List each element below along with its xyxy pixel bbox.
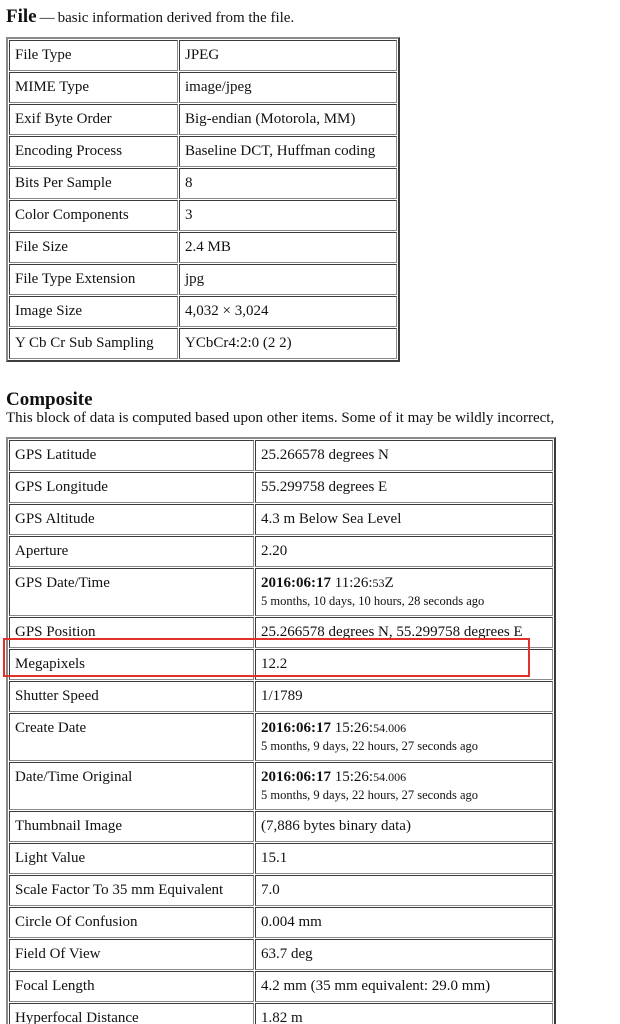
row-value: 8 <box>179 168 397 199</box>
row-key: Encoding Process <box>9 136 178 167</box>
relative-time: 5 months, 9 days, 22 hours, 27 seconds ago <box>261 739 478 753</box>
composite-section-description: This block of data is computed based upon other items. Some of it may be wildly incorrect, <box>6 410 555 426</box>
row-value: 3 <box>179 200 397 231</box>
row-key: GPS Date/Time <box>9 568 254 616</box>
relative-time: 5 months, 9 days, 22 hours, 27 seconds ago <box>261 788 478 802</box>
file-info-table <box>6 37 400 362</box>
table-row <box>9 328 397 359</box>
table-row <box>9 264 397 295</box>
file-section-title: File <box>6 6 37 27</box>
composite-info-table <box>6 437 556 1024</box>
table-row <box>9 536 553 567</box>
time-suffix: Z <box>384 575 394 591</box>
row-value: JPEG <box>179 40 397 71</box>
table-row <box>9 296 397 327</box>
row-value: 2.4 MB <box>179 232 397 263</box>
table-row <box>9 504 553 535</box>
row-value: 7.0 <box>255 875 553 906</box>
date-part: 2016:06:17 <box>261 720 331 736</box>
table-row <box>9 843 553 874</box>
table-row <box>9 232 397 263</box>
table-row <box>9 681 553 712</box>
date-part: 2016:06:17 <box>261 575 331 591</box>
row-key: Circle Of Confusion <box>9 907 254 938</box>
row-key: GPS Position <box>9 617 254 648</box>
table-row <box>9 200 397 231</box>
row-key: Thumbnail Image <box>9 811 254 842</box>
table-row <box>9 713 553 761</box>
table-row <box>9 907 553 938</box>
row-value-datetime <box>255 762 553 810</box>
row-key: Y Cb Cr Sub Sampling <box>9 328 178 359</box>
row-value: 15.1 <box>255 843 553 874</box>
table-row <box>9 568 553 616</box>
seconds-part: 53 <box>372 576 385 590</box>
table-row <box>9 72 397 103</box>
row-value: 25.266578 degrees N <box>255 440 553 471</box>
table-row-highlighted <box>9 649 553 680</box>
table-row <box>9 472 553 503</box>
row-key: Megapixels <box>9 649 254 680</box>
composite-section-title: Composite <box>6 389 93 410</box>
file-section-description: basic information derived from the file. <box>57 10 295 26</box>
row-key: Color Components <box>9 200 178 231</box>
row-value: jpg <box>179 264 397 295</box>
row-key: Create Date <box>9 713 254 761</box>
row-value: Big-endian (Motorola, MM) <box>179 104 397 135</box>
row-value: 1/1789 <box>255 681 553 712</box>
row-key: Bits Per Sample <box>9 168 178 199</box>
row-key: File Size <box>9 232 178 263</box>
time-part: 11:26: <box>334 575 373 591</box>
row-key: Scale Factor To 35 mm Equivalent <box>9 875 254 906</box>
table-row <box>9 971 553 1002</box>
row-key: Focal Length <box>9 971 254 1002</box>
table-row <box>9 762 553 810</box>
row-value: 4.3 m Below Sea Level <box>255 504 553 535</box>
row-value: 25.266578 degrees N, 55.299758 degrees E <box>255 617 553 648</box>
table-row <box>9 939 553 970</box>
table-row <box>9 40 397 71</box>
table-row <box>9 875 553 906</box>
seconds-part: 54.006 <box>373 721 407 735</box>
table-row <box>9 440 553 471</box>
seconds-part: 54.006 <box>373 770 407 784</box>
file-section-heading <box>6 6 294 29</box>
row-value: image/jpeg <box>179 72 397 103</box>
row-key: MIME Type <box>9 72 178 103</box>
table-row <box>9 136 397 167</box>
row-key: GPS Latitude <box>9 440 254 471</box>
table-row <box>9 104 397 135</box>
row-key: Shutter Speed <box>9 681 254 712</box>
row-value: 12.2 <box>255 649 553 680</box>
table-row <box>9 1003 553 1024</box>
row-key: Hyperfocal Distance <box>9 1003 254 1024</box>
row-value: 4,032 × 3,024 <box>179 296 397 327</box>
row-value: 2.20 <box>255 536 553 567</box>
row-value: 0.004 mm <box>255 907 553 938</box>
row-key: Date/Time Original <box>9 762 254 810</box>
row-key: File Type <box>9 40 178 71</box>
time-part: 15:26: <box>334 769 374 785</box>
row-key: Image Size <box>9 296 178 327</box>
row-value: Baseline DCT, Huffman coding <box>179 136 397 167</box>
row-key: Aperture <box>9 536 254 567</box>
title-separator: — <box>39 10 55 26</box>
table-row <box>9 811 553 842</box>
row-key: Light Value <box>9 843 254 874</box>
row-key: Exif Byte Order <box>9 104 178 135</box>
row-value: 1.82 m <box>255 1003 553 1024</box>
row-value-datetime <box>255 568 553 616</box>
row-value: 4.2 mm (35 mm equivalent: 29.0 mm) <box>255 971 553 1002</box>
relative-time: 5 months, 10 days, 10 hours, 28 seconds ago <box>261 594 485 608</box>
row-key: File Type Extension <box>9 264 178 295</box>
date-part: 2016:06:17 <box>261 769 331 785</box>
table-row <box>9 617 553 648</box>
row-value: (7,886 bytes binary data) <box>255 811 553 842</box>
row-key: Field Of View <box>9 939 254 970</box>
row-value-datetime <box>255 713 553 761</box>
row-value: 55.299758 degrees E <box>255 472 553 503</box>
row-value: 63.7 deg <box>255 939 553 970</box>
composite-section-heading <box>6 389 93 411</box>
time-part: 15:26: <box>334 720 374 736</box>
row-value: YCbCr4:2:0 (2 2) <box>179 328 397 359</box>
row-key: GPS Longitude <box>9 472 254 503</box>
row-key: GPS Altitude <box>9 504 254 535</box>
table-row <box>9 168 397 199</box>
